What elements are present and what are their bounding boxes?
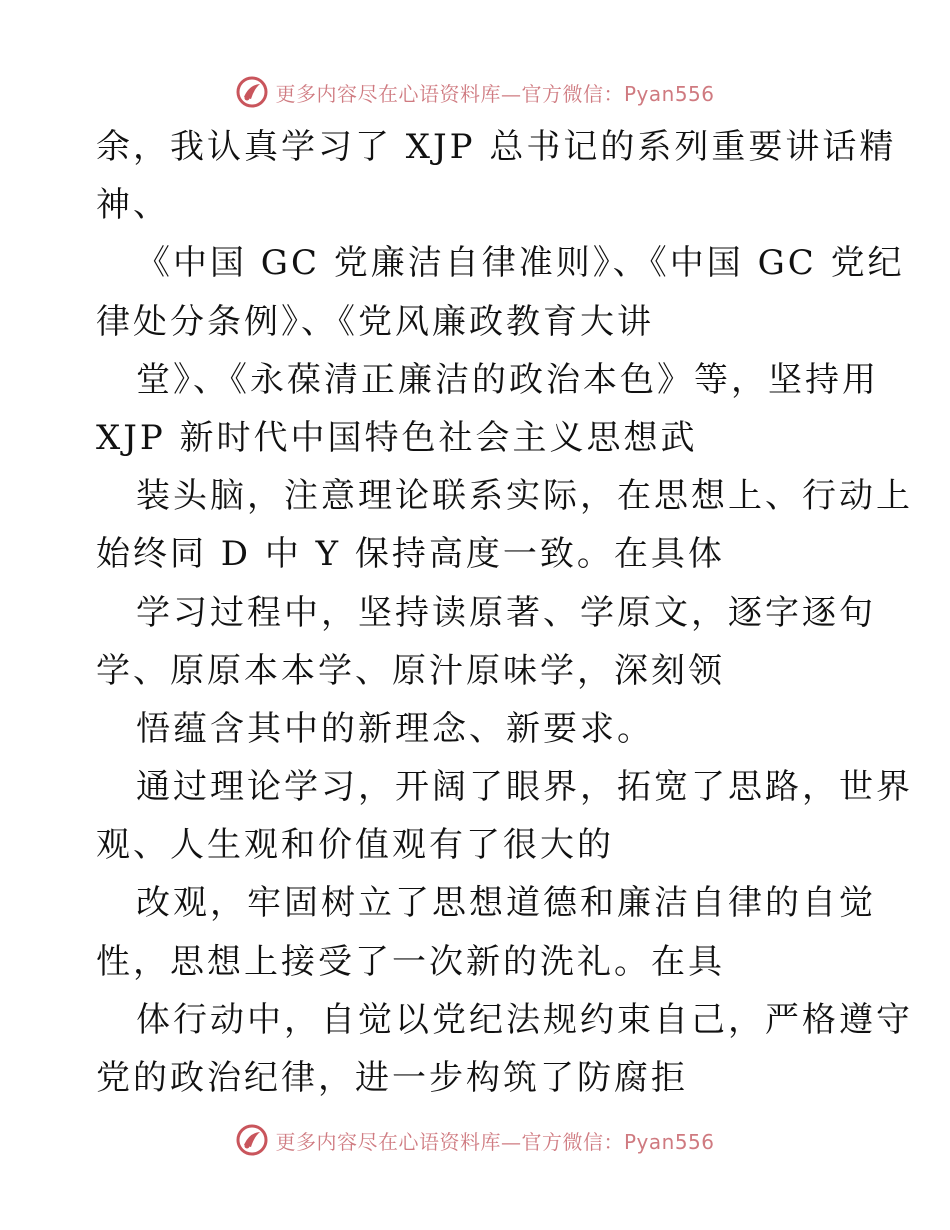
body-text-line: 改观，牢固树立了思想道德和廉洁自律的自觉 (136, 883, 876, 924)
body-text-line: 学、原原本本学、原汁原味学，深刻领 (96, 650, 725, 691)
watermark-label: 更多内容尽在心语资料库—官方微信： (275, 1129, 624, 1154)
body-text-line: 体行动中，自觉以党纪法规约束自己，严格遵守 (136, 999, 913, 1040)
watermark-text (275, 78, 714, 107)
brush-seal-icon (235, 75, 269, 109)
brush-seal-icon (235, 1123, 269, 1157)
body-text-line: 余，我认真学习了 XJP 总书记的系列重要讲话精 (96, 127, 897, 167)
watermark-label: 更多内容尽在心语资料库—官方微信： (275, 81, 624, 106)
watermark-wechat-id: Pyan556 (623, 1129, 715, 1154)
body-text-line: 装头脑，注意理论联系实际，在思想上、行动上 (136, 476, 913, 517)
header-watermark (0, 72, 950, 112)
footer-watermark (0, 1120, 950, 1160)
document-body (96, 118, 913, 1107)
watermark-wechat-id: Pyan556 (623, 81, 715, 106)
body-text-line: 学习过程中，坚持读原著、学原文，逐字逐句 (136, 592, 876, 633)
body-text-line: 神、 (96, 185, 170, 226)
body-text-line: XJP 新时代中国特色社会主义思想武 (96, 417, 698, 458)
watermark-text (275, 1126, 714, 1155)
body-text-line: 悟蕴含其中的新理念、新要求。 (136, 708, 654, 749)
body-text-line: 通过理论学习，开阔了眼界，拓宽了思路，世界 (136, 767, 913, 808)
body-text-line: 党的政治纪律，进一步构筑了防腐拒 (96, 1058, 688, 1098)
body-text-line: 观、人生观和价值观有了很大的 (96, 825, 614, 866)
body-text-line: 律处分条例》、《党风廉政教育大讲 (96, 301, 654, 342)
body-text-line: 性，思想上接受了一次新的洗礼。在具 (96, 941, 725, 982)
body-text-line: 始终同 D 中 Y 保持高度一致。在具体 (96, 534, 725, 575)
body-text-line: 堂》、《永葆清正廉洁的政治本色》等，坚持用 (136, 359, 879, 400)
body-text-line: 《中国 GC 党廉洁自律准则》、《中国 GC 党纪 (136, 243, 905, 284)
